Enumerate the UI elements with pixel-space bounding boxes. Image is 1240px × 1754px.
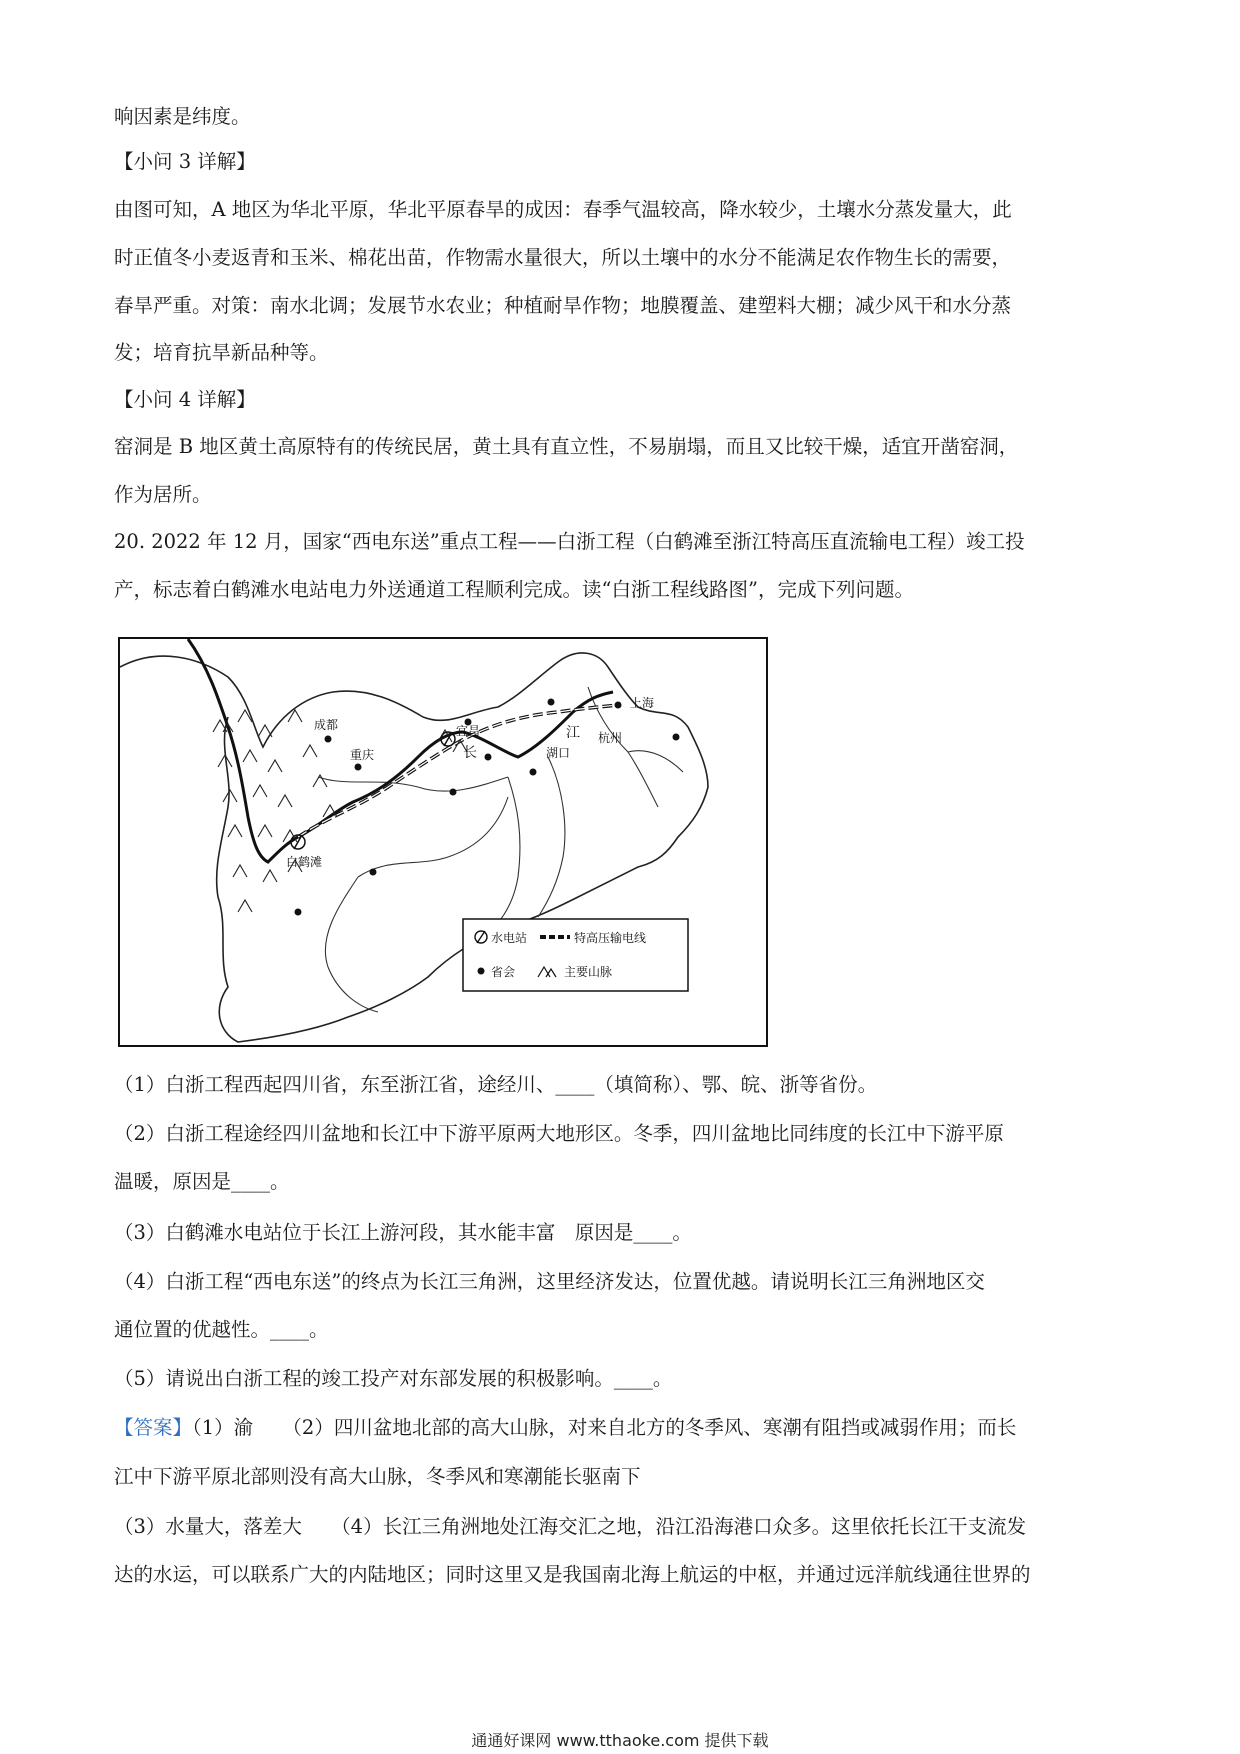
legend-mountain: 主要山脉: [564, 965, 613, 979]
label-baihetan: 白鹤滩: [286, 855, 323, 869]
question-2-cont: 温暖，原因是____。: [114, 1170, 290, 1193]
text-line: 春旱严重。对策：南水北调；发展节水农业；种植耐旱作物；地膜覆盖、建塑料大棚；减少风干和水分蒸: [114, 294, 1012, 317]
answer-text: （1）渝 （2）四川盆地北部的高大山脉，对来自北方的冬季风、寒潮有阻挡或减弱作用；而长: [192, 1416, 1017, 1439]
label-yichang: 宜昌: [456, 724, 481, 738]
legend-hydro: 水电站: [491, 931, 528, 945]
text-line: 由图可知，A 地区为华北平原，华北平原春旱的成因：春季气温较高，降水较少，土壤水分蒸发量大，此: [114, 198, 1012, 221]
answer-tag: 【答案】: [114, 1416, 193, 1439]
answer-line-4: 达的水运，可以联系广大的内陆地区；同时这里又是我国南北海上航运的中枢，并通过远洋航线通往世界的: [114, 1563, 1031, 1586]
text-line: 作为居所。: [114, 483, 212, 506]
question-2: （2）白浙工程途经四川盆地和长江中下游平原两大地形区。冬季，四川盆地比同纬度的长江中下游平原: [114, 1122, 1004, 1145]
label-hangzhou: 杭州: [598, 731, 623, 745]
legend-capital: 省会: [491, 965, 516, 979]
text-line: 时正值冬小麦返青和玉米、棉花出苗，作物需水量很大，所以土壤中的水分不能满足农作物生长的需要，: [114, 246, 1012, 269]
answer-line-3: （3）水量大，落差大 （4）长江三角洲地处江海交汇之地，沿江沿海港口众多。这里依托长江干支流发: [114, 1515, 1027, 1538]
text-line: 响因素是纬度。: [114, 105, 251, 128]
answer-line-2: 江中下游平原北部则没有高大山脉，冬季风和寒潮能长驱南下: [114, 1465, 641, 1488]
question-4: （4）白浙工程“西电东送”的终点为长江三角洲，这里经济发达，位置优越。请说明长江三角洲地区交: [114, 1270, 985, 1293]
question-stem: 20. 2022 年 12 月，国家“西电东送”重点工程——白浙工程（白鹤滩至浙江特高压直流输电工程）竣工投: [114, 530, 1025, 553]
question-stem: 产，标志着白鹤滩水电站电力外送通道工程顺利完成。读“白浙工程线路图”，完成下列问题。: [114, 578, 914, 601]
label-hukou: 湖口: [546, 746, 571, 760]
question-1: （1）白浙工程西起四川省，东至浙江省，途经川、____（填简称）、鄂、皖、浙等省份。: [114, 1073, 878, 1096]
text-line: 窑洞是 B 地区黄土高原特有的传统民居，黄土具有直立性，不易崩塌，而且又比较干燥，适宜开凿窑洞，: [114, 435, 1019, 458]
map-legend: [463, 919, 688, 991]
text-line: 发；培育抗旱新品种等。: [114, 341, 329, 364]
answer-line-1: [114, 1414, 1016, 1442]
label-jiang: 江: [566, 725, 580, 741]
label-chongqing: 重庆: [350, 748, 375, 762]
label-chang: 长: [463, 745, 477, 761]
section-heading: 【小问 3 详解】: [114, 150, 256, 173]
footer: 通通好课网 www.tthaoke.com 提供下载: [471, 1731, 769, 1750]
question-4-cont: 通位置的优越性。____。: [114, 1318, 329, 1341]
capital-icon: [478, 968, 485, 975]
label-shanghai: 上海: [630, 696, 655, 710]
baizhe-route-map: [118, 637, 768, 1047]
legend-uhv: 特高压输电线: [574, 931, 647, 945]
section-heading: 【小问 4 详解】: [114, 388, 256, 411]
question-5: （5）请说出白浙工程的竣工投产对东部发展的积极影响。____。: [114, 1367, 673, 1390]
question-3: （3）白鹤滩水电站位于长江上游河段，其水能丰富 原因是____。: [114, 1221, 692, 1244]
label-chengdu: 成都: [314, 718, 339, 732]
